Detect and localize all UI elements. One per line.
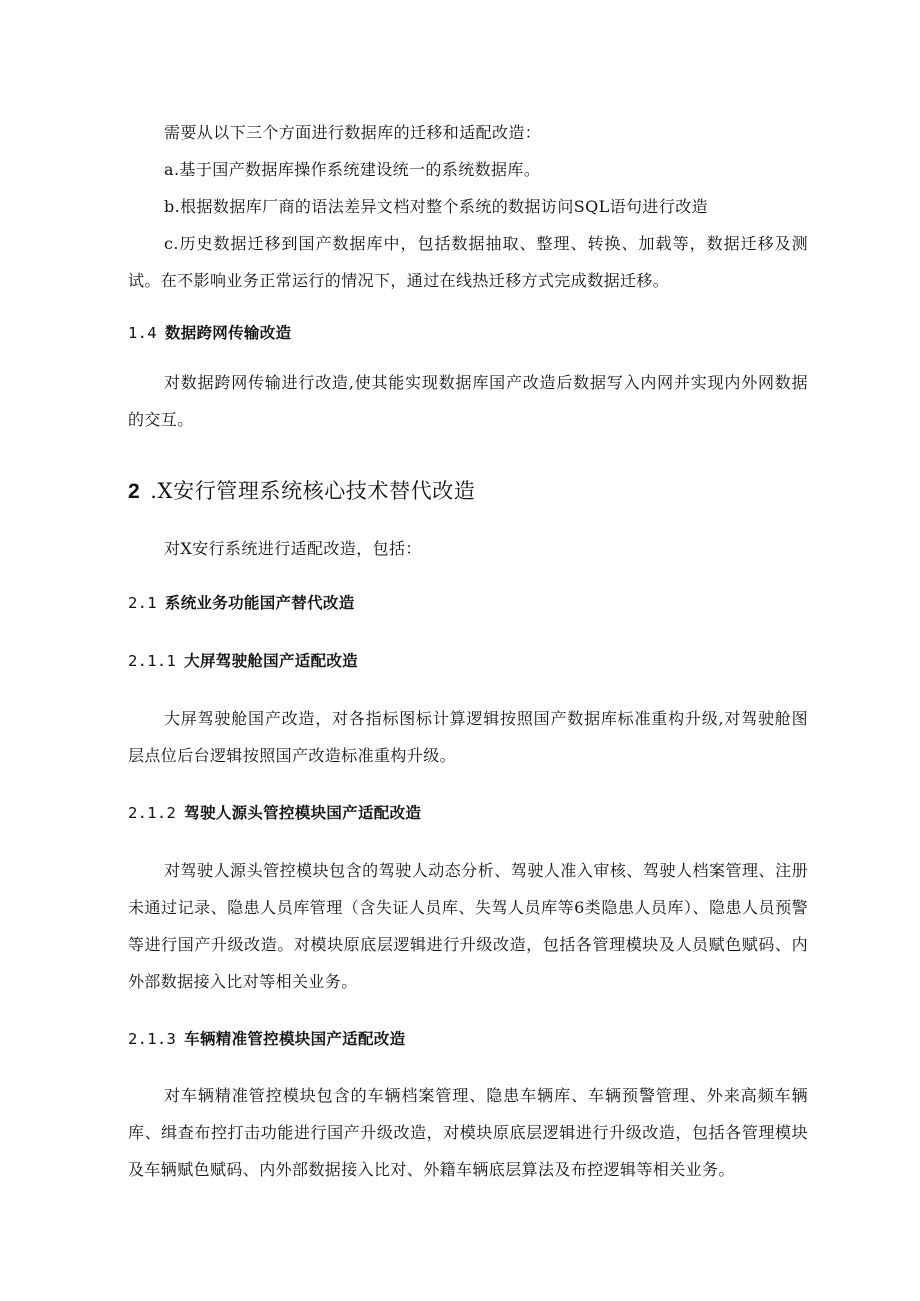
heading-number: 1.4 <box>128 324 157 342</box>
heading-title: .X安行管理系统核心技术替代改造 <box>150 479 476 503</box>
intro-paragraphs <box>128 114 808 299</box>
paragraph: a.基于国产数据库操作系统建设统一的系统数据库。 <box>164 160 541 179</box>
heading-2-1-1 <box>128 650 808 672</box>
paragraph: 对车辆精准管控模块包含的车辆档案管理、隐患车辆库、车辆预警管理、外来高频车辆库、缉查布控打击功能进行国产升级改造，对模块原底层逻辑进行升级改造，包括各管理模块及车辆赋色赋码、内外部数据接入比对、外籍车辆底层算法及布控逻辑等相关业务。 <box>128 1086 808 1179</box>
heading-number: 2 <box>128 480 141 503</box>
heading-2-1-2 <box>128 802 808 824</box>
heading-title: 车辆精准管控模块国产适配改造 <box>184 1029 406 1048</box>
heading-2-1-3 <box>128 1028 808 1050</box>
heading-number: 2.1.3 <box>128 1030 177 1048</box>
section-2-1-2-body <box>128 852 808 1000</box>
heading-title: 系统业务功能国产替代改造 <box>164 593 355 612</box>
paragraph: c.历史数据迁移到国产数据库中，包括数据抽取、整理、转换、加载等，数据迁移及测试。在不影响业务正常运行的情况下，通过在线热迁移方式完成数据迁移。 <box>128 234 808 290</box>
heading-number: 2.1.2 <box>128 804 177 822</box>
paragraph: b.根据数据库厂商的语法差异文档对整个系统的数据访问SQL语句进行改造 <box>164 197 709 216</box>
heading-number: 2.1.1 <box>128 652 177 670</box>
paragraph: 大屏驾驶舱国产改造，对各指标图标计算逻辑按照国产数据库标准重构升级,对驾驶舱图层点位后台逻辑按照国产改造标准重构升级。 <box>128 709 808 765</box>
section-2-intro <box>128 530 808 567</box>
paragraph: 对X安行系统进行适配改造，包括： <box>164 539 422 558</box>
heading-2-1 <box>128 592 808 614</box>
paragraph: 对数据跨网传输进行改造,使其能实现数据库国产改造后数据写入内网并实现内外网数据的交互。 <box>128 373 808 429</box>
section-2-1-1-body <box>128 700 808 774</box>
heading-1-4 <box>128 322 808 344</box>
heading-title: 驾驶人源头管控模块国产适配改造 <box>184 803 422 822</box>
heading-title: 大屏驾驶舱国产适配改造 <box>184 651 358 670</box>
section-1-4-body <box>128 364 808 438</box>
heading-2 <box>128 476 808 507</box>
section-2-1-3-body <box>128 1077 808 1188</box>
heading-number: 2.1 <box>128 594 157 612</box>
heading-title: 数据跨网传输改造 <box>164 323 292 342</box>
paragraph: 对驾驶人源头管控模块包含的驾驶人动态分析、驾驶人准入审核、驾驶人档案管理、注册未通过记录、隐患人员库管理（含失证人员库、失驾人员库等6类隐患人员库）、隐患人员预警等进行国产升级改造。对模块原底层逻辑进行升级改造，包括各管理模块及人员赋色赋码、内外部数据接入比对等相关业务。 <box>128 861 808 991</box>
paragraph: 需要从以下三个方面进行数据库的迁移和适配改造： <box>164 123 542 142</box>
